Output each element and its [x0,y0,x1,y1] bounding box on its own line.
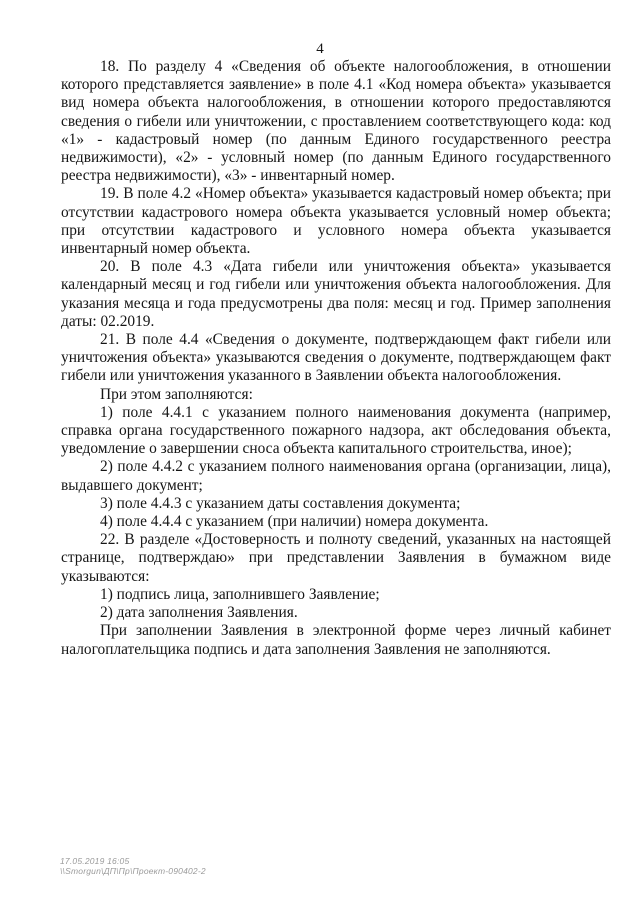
list-item-4-4-1: 1) поле 4.4.1 с указанием полного наименования документа (например, справка органа государственного пожарного надзора, акт обследования объекта, уведомление о завершении сноса объекта капитального строительства, иное); [61,403,611,458]
list-item-4-4-2: 2) поле 4.4.2 с указанием полного наименования органа (организации, лица), выдавшего документ; [61,458,611,494]
list-item-date: 2) дата заполнения Заявления. [100,604,298,622]
footer-file-path: \\Smorgun\ДП\Пр\Проект-090402-2 [60,866,206,876]
paragraph-21: 21. В поле 4.4 «Сведения о документе, подтверждающем факт гибели или уничтожения объекта» указываются сведения о документе, подтверждающем факт гибели или уничтожения указанного в Заявлении объекта налогообложения. [61,331,611,385]
page-number: 4 [316,41,324,57]
list-item-4-4-3: 3) поле 4.4.3 с указанием даты составления документа; [100,494,461,512]
paragraph-21-intro: При этом заполняются: [100,385,253,403]
paragraph-18: 18. По разделу 4 «Сведения об объекте налогообложения, в отношении которого представляется заявление» в поле 4.1 «Код номера объекта» указывается вид номера объекта налогообложения, в отношении которого предоставляются сведения о гибели или уничтожении, с проставлением соответствующего кода: код «1» - кадастровый номер (по данным Единого государственного реестра недвижимости), «2» - условный номер (по данным Единого государственного реестра недвижимости), «3» - инвентарный номер. [61,58,611,185]
paragraph-22: 22. В разделе «Достоверность и полноту сведений, указанных на настоящей странице, подтверждаю» при представлении Заявления в бумажном виде указываются: [61,531,611,585]
paragraph-19: 19. В поле 4.2 «Номер объекта» указывается кадастровый номер объекта; при отсутствии кадастрового номера объекта указывается условный номер объекта; при отсутствии кадастрового и условного номера объекта указывается инвентарный номер объекта. [61,185,611,258]
document-body [61,58,611,659]
list-item-signature: 1) подпись лица, заполнившего Заявление; [100,585,380,603]
paragraph-electronic: При заполнении Заявления в электронной форме через личный кабинет налогоплательщика подпись и дата заполнения Заявления не заполняются. [61,622,611,658]
footer-stamp [60,856,206,876]
list-item-4-4-4: 4) поле 4.4.4 с указанием (при наличии) номера документа. [100,513,489,531]
footer-timestamp: 17.05.2019 16:05 [60,856,130,866]
paragraph-20: 20. В поле 4.3 «Дата гибели или уничтожения объекта» указывается календарный месяц и год гибели или уничтожения объекта налогообложения. Для указания месяца и года предусмотрены два поля: месяц и год. Пример заполнения даты: 02.2019. [61,258,611,330]
